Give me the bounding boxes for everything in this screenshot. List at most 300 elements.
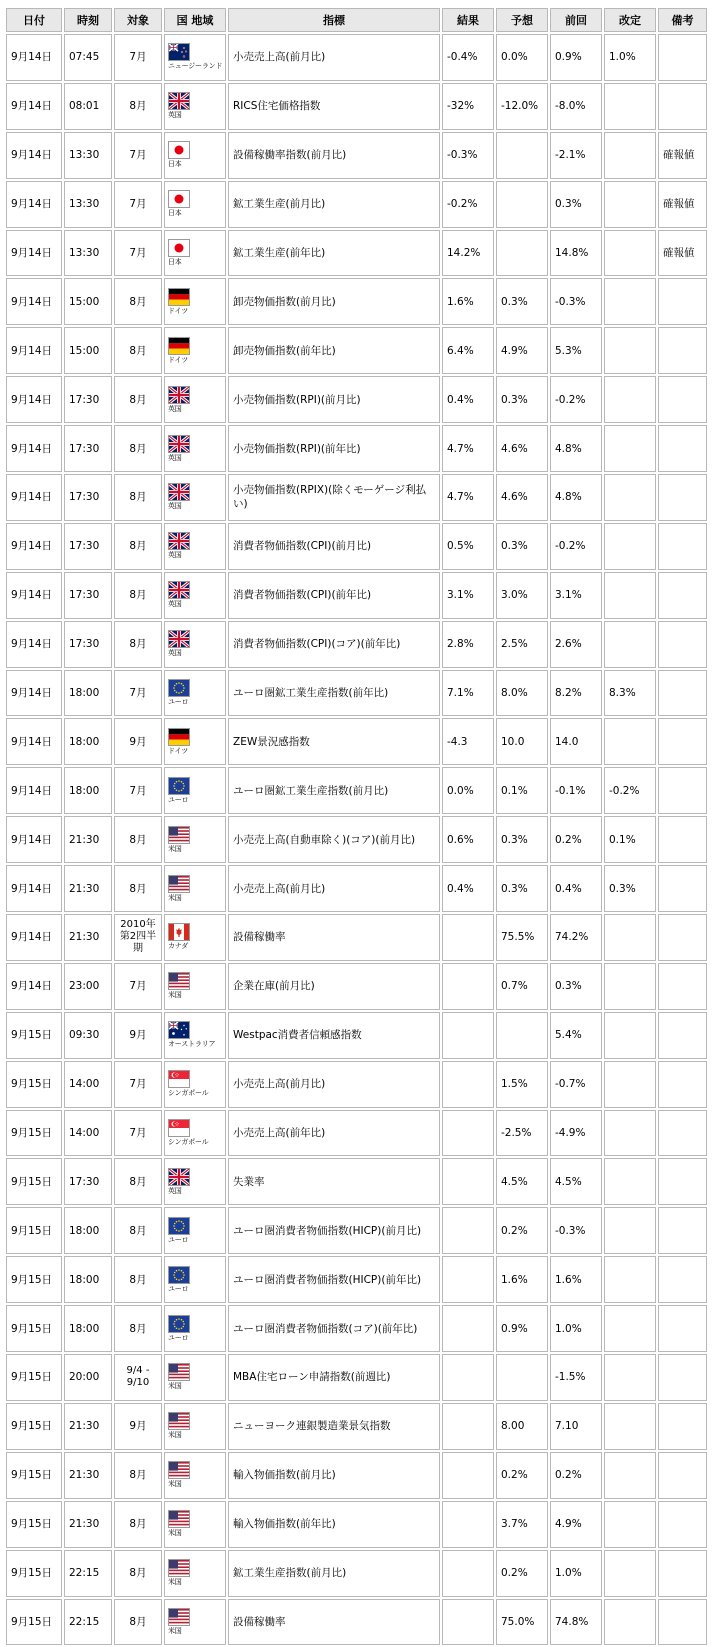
country-name: ユーロ [168, 1235, 189, 1244]
table-row [6, 230, 707, 277]
target-cell: 9月 [114, 718, 162, 765]
note-cell [658, 670, 707, 717]
time-cell: 07:45 [64, 34, 112, 81]
country-name: シンガポール [168, 1089, 209, 1098]
country-cell [164, 1501, 226, 1548]
revised-cell [604, 1599, 656, 1646]
forecast-cell: -2.5% [496, 1110, 548, 1157]
date-cell: 9月14日 [6, 181, 62, 228]
country-name: オーストラリア [168, 1040, 216, 1049]
revised-cell [604, 425, 656, 472]
header-country: 国 地域 [164, 8, 226, 32]
note-cell [658, 83, 707, 130]
indicator-cell: 小売物価指数(RPI)(前年比) [228, 425, 440, 472]
country-name: 英国 [168, 1186, 182, 1195]
note-cell [658, 278, 707, 325]
time-cell: 13:30 [64, 181, 112, 228]
table-row [6, 1550, 707, 1597]
table-row [6, 1207, 707, 1254]
forecast-cell: -12.0% [496, 83, 548, 130]
note-cell [658, 816, 707, 863]
country-name: ユーロ [168, 1284, 189, 1293]
indicator-cell: 小売売上高(自動車除く)(コア)(前月比) [228, 816, 440, 863]
us-flag-icon [168, 1559, 190, 1577]
time-cell: 18:00 [64, 767, 112, 814]
target-cell: 7月 [114, 34, 162, 81]
revised-cell [604, 278, 656, 325]
header-revised: 改定 [604, 8, 656, 32]
indicator-cell: RICS住宅価格指数 [228, 83, 440, 130]
result-cell: -32% [442, 83, 494, 130]
de-flag-icon [168, 728, 190, 746]
table-row [6, 1501, 707, 1548]
country-name: ユーロ [168, 795, 189, 804]
country-name: ユーロ [168, 1333, 189, 1342]
note-cell [658, 1207, 707, 1254]
forecast-cell: 75.0% [496, 1599, 548, 1646]
date-cell: 9月15日 [6, 1256, 62, 1303]
country-cell [164, 34, 226, 81]
country-cell [164, 572, 226, 619]
date-cell: 9月14日 [6, 816, 62, 863]
date-cell: 9月14日 [6, 327, 62, 374]
forecast-cell: 3.0% [496, 572, 548, 619]
country-cell [164, 523, 226, 570]
previous-cell: 0.2% [550, 816, 602, 863]
header-time: 時刻 [64, 8, 112, 32]
previous-cell: 1.6% [550, 1256, 602, 1303]
note-cell [658, 767, 707, 814]
revised-cell [604, 1305, 656, 1352]
sg-flag-icon [168, 1070, 190, 1088]
country-name: 英国 [168, 502, 182, 511]
time-cell: 17:30 [64, 376, 112, 423]
table-row [6, 718, 707, 765]
table-row [6, 278, 707, 325]
forecast-cell: 4.9% [496, 327, 548, 374]
target-cell: 7月 [114, 767, 162, 814]
uk-flag-icon [168, 630, 190, 648]
date-cell: 9月14日 [6, 865, 62, 912]
country-name: ユーロ [168, 698, 189, 707]
time-cell: 18:00 [64, 1256, 112, 1303]
revised-cell [604, 181, 656, 228]
target-cell: 8月 [114, 474, 162, 521]
target-cell: 8月 [114, 816, 162, 863]
note-cell [658, 523, 707, 570]
previous-cell: 14.8% [550, 230, 602, 277]
time-cell: 21:30 [64, 1403, 112, 1450]
table-row [6, 572, 707, 619]
header-note: 備考 [658, 8, 707, 32]
previous-cell: -2.1% [550, 132, 602, 179]
previous-cell: 0.3% [550, 181, 602, 228]
forecast-cell: 0.3% [496, 523, 548, 570]
previous-cell: 0.3% [550, 963, 602, 1010]
table-row [6, 1012, 707, 1059]
note-cell [658, 1305, 707, 1352]
country-name: 英国 [168, 600, 182, 609]
country-cell [164, 1452, 226, 1499]
date-cell: 9月15日 [6, 1061, 62, 1108]
country-name: 日本 [168, 209, 182, 218]
note-cell [658, 1403, 707, 1450]
note-cell [658, 1452, 707, 1499]
header-row [6, 8, 707, 32]
us-flag-icon [168, 1363, 190, 1381]
us-flag-icon [168, 1412, 190, 1430]
forecast-cell: 1.6% [496, 1256, 548, 1303]
uk-flag-icon [168, 581, 190, 599]
date-cell: 9月15日 [6, 1158, 62, 1205]
previous-cell: -4.9% [550, 1110, 602, 1157]
country-cell [164, 1550, 226, 1597]
result-cell: 3.1% [442, 572, 494, 619]
country-cell [164, 1256, 226, 1303]
revised-cell [604, 1403, 656, 1450]
result-cell [442, 1550, 494, 1597]
nz-flag-icon [168, 43, 190, 61]
target-cell: 8月 [114, 1207, 162, 1254]
table-row [6, 1256, 707, 1303]
time-cell: 18:00 [64, 1207, 112, 1254]
note-cell [658, 914, 707, 961]
table-row [6, 1061, 707, 1108]
target-cell: 7月 [114, 181, 162, 228]
revised-cell [604, 1452, 656, 1499]
date-cell: 9月14日 [6, 425, 62, 472]
country-cell [164, 83, 226, 130]
revised-cell [604, 621, 656, 668]
time-cell: 17:30 [64, 474, 112, 521]
country-name: 米国 [168, 1431, 182, 1440]
result-cell [442, 1599, 494, 1646]
time-cell: 08:01 [64, 83, 112, 130]
indicator-cell: 鉱工業生産(前月比) [228, 181, 440, 228]
uk-flag-icon [168, 483, 190, 501]
time-cell: 18:00 [64, 718, 112, 765]
date-cell: 9月15日 [6, 1012, 62, 1059]
revised-cell: 8.3% [604, 670, 656, 717]
indicator-cell: 小売物価指数(RPI)(前月比) [228, 376, 440, 423]
country-name: 米国 [168, 991, 182, 1000]
date-cell: 9月14日 [6, 523, 62, 570]
result-cell [442, 1501, 494, 1548]
country-name: 日本 [168, 160, 182, 169]
date-cell: 9月14日 [6, 621, 62, 668]
country-cell [164, 718, 226, 765]
previous-cell: 0.4% [550, 865, 602, 912]
target-cell: 8月 [114, 1550, 162, 1597]
country-cell [164, 1403, 226, 1450]
forecast-cell: 1.5% [496, 1061, 548, 1108]
eu-flag-icon [168, 1266, 190, 1284]
time-cell: 21:30 [64, 816, 112, 863]
indicator-cell: 輸入物価指数(前年比) [228, 1501, 440, 1548]
time-cell: 21:30 [64, 865, 112, 912]
revised-cell [604, 572, 656, 619]
country-name: ドイツ [168, 306, 189, 315]
forecast-cell: 0.9% [496, 1305, 548, 1352]
country-name: 日本 [168, 258, 182, 266]
ca-flag-icon [168, 923, 190, 941]
us-flag-icon [168, 1461, 190, 1479]
date-cell: 9月15日 [6, 1550, 62, 1597]
country-cell [164, 376, 226, 423]
country-cell [164, 230, 226, 277]
target-cell: 8月 [114, 572, 162, 619]
indicator-cell: 設備稼働率 [228, 1599, 440, 1646]
indicator-cell: 小売売上高(前年比) [228, 1110, 440, 1157]
header-previous: 前回 [550, 8, 602, 32]
previous-cell: 0.9% [550, 34, 602, 81]
revised-cell [604, 327, 656, 374]
forecast-cell: 8.00 [496, 1403, 548, 1450]
uk-flag-icon [168, 532, 190, 550]
forecast-cell: 8.0% [496, 670, 548, 717]
country-cell [164, 1061, 226, 1108]
country-cell [164, 914, 226, 961]
de-flag-icon [168, 288, 190, 306]
date-cell: 9月14日 [6, 963, 62, 1010]
note-cell [658, 425, 707, 472]
table-row [6, 1403, 707, 1450]
previous-cell: 4.8% [550, 425, 602, 472]
target-cell: 9月 [114, 1012, 162, 1059]
note-cell [658, 1354, 707, 1401]
revised-cell [604, 1550, 656, 1597]
table-row [6, 865, 707, 912]
target-cell: 8月 [114, 327, 162, 374]
date-cell: 9月14日 [6, 34, 62, 81]
table-body [6, 34, 707, 1645]
revised-cell [604, 1354, 656, 1401]
revised-cell: -0.2% [604, 767, 656, 814]
forecast-cell: 0.3% [496, 376, 548, 423]
table-row [6, 670, 707, 717]
previous-cell: 14.0 [550, 718, 602, 765]
forecast-cell: 0.0% [496, 34, 548, 81]
revised-cell [604, 1110, 656, 1157]
indicator-cell: Westpac消費者信頼感指数 [228, 1012, 440, 1059]
header-forecast: 予想 [496, 8, 548, 32]
country-name: 米国 [168, 1529, 182, 1538]
target-cell: 7月 [114, 963, 162, 1010]
header-date: 日付 [6, 8, 62, 32]
time-cell: 21:30 [64, 914, 112, 961]
country-name: 米国 [168, 844, 182, 853]
indicator-cell: ユーロ圏鉱工業生産指数(前年比) [228, 670, 440, 717]
time-cell: 13:30 [64, 230, 112, 277]
time-cell: 17:30 [64, 523, 112, 570]
target-cell: 7月 [114, 132, 162, 179]
country-cell [164, 278, 226, 325]
table-row [6, 34, 707, 81]
time-cell: 22:15 [64, 1550, 112, 1597]
table-row [6, 816, 707, 863]
note-cell [658, 1110, 707, 1157]
revised-cell: 0.1% [604, 816, 656, 863]
previous-cell: 3.1% [550, 572, 602, 619]
note-cell [658, 621, 707, 668]
previous-cell: 5.4% [550, 1012, 602, 1059]
forecast-cell: 0.3% [496, 816, 548, 863]
note-cell: 確報値 [658, 181, 707, 228]
result-cell: 4.7% [442, 425, 494, 472]
note-cell [658, 865, 707, 912]
forecast-cell: 4.5% [496, 1158, 548, 1205]
country-cell [164, 1158, 226, 1205]
note-cell [658, 376, 707, 423]
result-cell [442, 1403, 494, 1450]
uk-flag-icon [168, 386, 190, 404]
previous-cell: 4.8% [550, 474, 602, 521]
table-row [6, 474, 707, 521]
table-row [6, 767, 707, 814]
result-cell: -4.3 [442, 718, 494, 765]
result-cell [442, 1012, 494, 1059]
time-cell: 13:30 [64, 132, 112, 179]
target-cell: 8月 [114, 83, 162, 130]
country-cell [164, 1207, 226, 1254]
table-row [6, 1110, 707, 1157]
country-name: 英国 [168, 111, 182, 120]
note-cell [658, 1061, 707, 1108]
result-cell: 2.8% [442, 621, 494, 668]
country-cell [164, 865, 226, 912]
revised-cell [604, 1012, 656, 1059]
note-cell [658, 474, 707, 521]
date-cell: 9月14日 [6, 132, 62, 179]
indicator-cell: 企業在庫(前月比) [228, 963, 440, 1010]
result-cell [442, 1207, 494, 1254]
result-cell: 1.6% [442, 278, 494, 325]
target-cell: 9月 [114, 1403, 162, 1450]
table-row [6, 1452, 707, 1499]
target-cell: 8月 [114, 278, 162, 325]
country-cell [164, 1305, 226, 1352]
revised-cell [604, 1207, 656, 1254]
table-row [6, 963, 707, 1010]
forecast-cell [496, 181, 548, 228]
time-cell: 17:30 [64, 1158, 112, 1205]
previous-cell: 4.5% [550, 1158, 602, 1205]
revised-cell [604, 132, 656, 179]
time-cell: 09:30 [64, 1012, 112, 1059]
forecast-cell: 0.2% [496, 1452, 548, 1499]
previous-cell: -0.3% [550, 1207, 602, 1254]
previous-cell: 74.8% [550, 1599, 602, 1646]
note-cell [658, 1256, 707, 1303]
previous-cell: 7.10 [550, 1403, 602, 1450]
revised-cell [604, 523, 656, 570]
country-name: ニュージーランド [168, 62, 223, 71]
date-cell: 9月14日 [6, 474, 62, 521]
indicator-cell: 失業率 [228, 1158, 440, 1205]
indicator-cell: ZEW景況感指数 [228, 718, 440, 765]
de-flag-icon [168, 337, 190, 355]
table-row [6, 1158, 707, 1205]
table-row [6, 83, 707, 130]
au-flag-icon [168, 1021, 190, 1039]
table-row [6, 181, 707, 228]
date-cell: 9月14日 [6, 718, 62, 765]
revised-cell [604, 1256, 656, 1303]
note-cell [658, 1501, 707, 1548]
indicator-cell: 卸売物価指数(前年比) [228, 327, 440, 374]
indicator-cell: ユーロ圏消費者物価指数(コア)(前年比) [228, 1305, 440, 1352]
result-cell [442, 1110, 494, 1157]
country-cell [164, 963, 226, 1010]
revised-cell [604, 474, 656, 521]
time-cell: 18:00 [64, 1305, 112, 1352]
country-name: 英国 [168, 551, 182, 560]
forecast-cell: 0.1% [496, 767, 548, 814]
jp-flag-icon [168, 239, 190, 257]
indicator-cell: 小売売上高(前月比) [228, 1061, 440, 1108]
indicator-cell: 消費者物価指数(CPI)(前月比) [228, 523, 440, 570]
country-cell [164, 181, 226, 228]
revised-cell [604, 1061, 656, 1108]
target-cell: 8月 [114, 523, 162, 570]
indicator-cell: 設備稼働率指数(前月比) [228, 132, 440, 179]
revised-cell [604, 1158, 656, 1205]
indicator-cell: 輸入物価指数(前月比) [228, 1452, 440, 1499]
country-cell [164, 132, 226, 179]
country-name: ドイツ [168, 746, 189, 755]
date-cell: 9月15日 [6, 1110, 62, 1157]
target-cell: 8月 [114, 376, 162, 423]
previous-cell: -0.1% [550, 767, 602, 814]
uk-flag-icon [168, 1168, 190, 1186]
country-name: カナダ [168, 942, 189, 951]
note-cell [658, 1599, 707, 1646]
table-row [6, 621, 707, 668]
revised-cell [604, 914, 656, 961]
indicator-cell: 卸売物価指数(前月比) [228, 278, 440, 325]
country-name: 英国 [168, 453, 182, 462]
target-cell: 8月 [114, 865, 162, 912]
indicator-cell: MBA住宅ローン申請指数(前週比) [228, 1354, 440, 1401]
time-cell: 17:30 [64, 621, 112, 668]
jp-flag-icon [168, 141, 190, 159]
target-cell: 8月 [114, 1599, 162, 1646]
country-name: 米国 [168, 1480, 182, 1489]
target-cell: 8月 [114, 1452, 162, 1499]
eu-flag-icon [168, 1217, 190, 1235]
target-cell: 8月 [114, 1158, 162, 1205]
target-cell: 9/4 - 9/10 [114, 1354, 162, 1401]
result-cell [442, 1256, 494, 1303]
date-cell: 9月15日 [6, 1354, 62, 1401]
indicator-cell: 消費者物価指数(CPI)(前年比) [228, 572, 440, 619]
target-cell: 7月 [114, 230, 162, 277]
note-cell [658, 572, 707, 619]
forecast-cell: 75.5% [496, 914, 548, 961]
country-name: シンガポール [168, 1138, 209, 1147]
indicator-cell: ユーロ圏鉱工業生産指数(前月比) [228, 767, 440, 814]
result-cell [442, 1305, 494, 1352]
us-flag-icon [168, 1510, 190, 1528]
indicator-cell: 小売物価指数(RPIX)(除くモーゲージ利払い) [228, 474, 440, 521]
note-cell [658, 1550, 707, 1597]
eu-flag-icon [168, 679, 190, 697]
forecast-cell: 0.2% [496, 1550, 548, 1597]
indicator-cell: ニューヨーク連銀製造業景気指数 [228, 1403, 440, 1450]
previous-cell: -0.7% [550, 1061, 602, 1108]
country-name: 米国 [168, 1382, 182, 1391]
time-cell: 14:00 [64, 1110, 112, 1157]
